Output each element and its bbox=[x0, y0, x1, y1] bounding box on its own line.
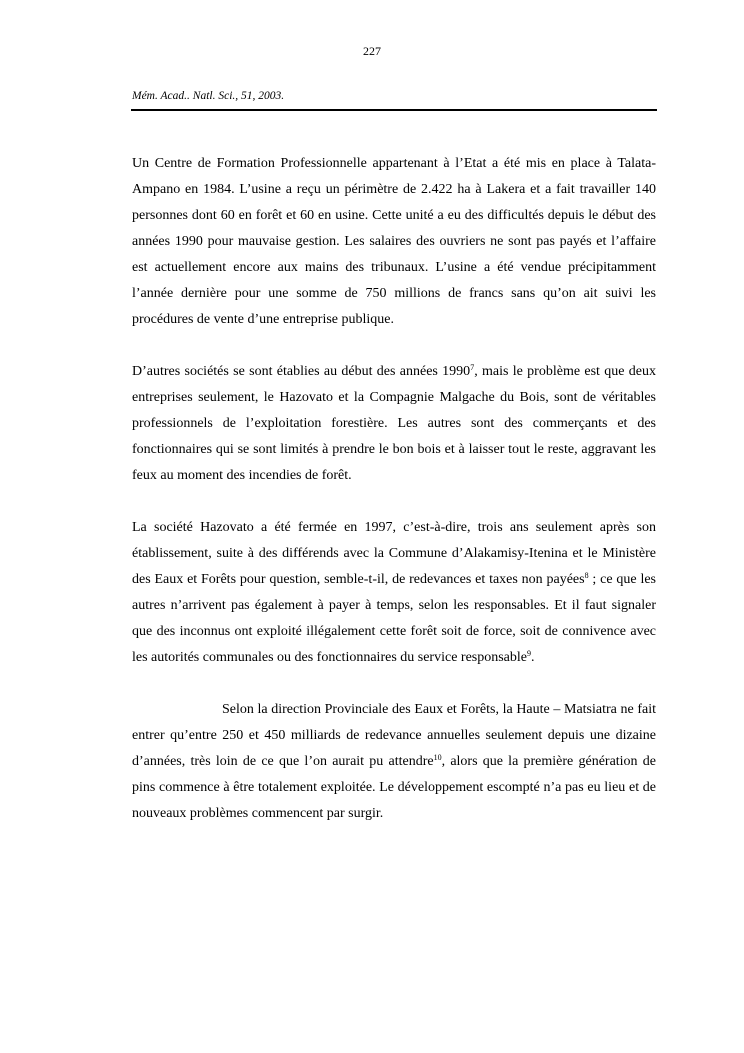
paragraph-text: , mais le problème est que deux entreprises seulement, le Hazovato et la Compagnie Malgache du Bois, sont de véritables professionnels de l’exploitation forestière. Les autres sont des commerçants et des fonctionnaires qui se sont limités à prendre le bon bois et à laisser tout le reste, aggravant les feux au moment des incendies de forêt. bbox=[132, 364, 656, 483]
paragraph-text: , alors que la première génération de pins commence à être totalement exploitée. Le développement escompté n’a pas eu lieu et de nouveaux problèmes commencent par surgir. bbox=[132, 754, 656, 821]
paragraph-2 bbox=[132, 359, 656, 489]
paragraph-text: ; ce que les autres n’arrivent pas également à payer à temps, selon les responsables. Et il faut signaler que des inconnus ont exploité illégalement cette forêt soit de force, soit de connivence avec les autorités communales ou des fonctionnaires du service responsable bbox=[132, 572, 656, 665]
paragraph-text: D’autres sociétés se sont établies au début des années 1990 bbox=[132, 364, 471, 379]
paragraph-text: Selon la direction Provinciale des Eaux et Forêts, la Haute – Matsiatra ne fait entrer qu’entre 250 et 450 milliards de redevance annuelles seulement depuis une dizaine d’années, très loin de ce que l’on aurait pu attendre bbox=[132, 702, 656, 769]
paragraph-4 bbox=[132, 697, 656, 827]
footnote-ref-10: 10 bbox=[433, 753, 442, 762]
header-rule bbox=[131, 109, 657, 111]
paragraph-text: Un Centre de Formation Professionnelle appartenant à l’Etat a été mis en place à Talata-Ampano en 1984. L’usine a reçu un périmètre de 2.422 ha à Lakera et a fait travailler 140 personnes dont 60 en forêt et 60 en usine. Cette unité a eu des difficultés depuis le début des années 1990 pour mauvaise gestion. Les salaires des ouvriers ne sont pas payés et l’affaire est actuellement encore aux mains des tribunaux. L’usine a été vendue précipitamment l’année dernière pour une somme de 750 millions de francs sans qu’on ait suivi les procédures de vente d’une entreprise publique. bbox=[132, 156, 656, 327]
paragraph-text: . bbox=[531, 650, 535, 665]
paragraph-3 bbox=[132, 515, 656, 671]
footnote-ref-7: 7 bbox=[470, 363, 475, 372]
footnote-ref-9: 9 bbox=[527, 649, 531, 658]
footnote-ref-8: 8 bbox=[584, 571, 589, 580]
body-text bbox=[132, 151, 656, 853]
paragraph-text: La société Hazovato a été fermée en 1997, c’est-à-dire, trois ans seulement après son établissement, suite à des différends avec la Commune d’Alakamisy-Itenina et le Ministère des Eaux et Forêts pour question, semble-t-il, de redevances et taxes non payées bbox=[132, 520, 656, 587]
journal-reference: Mém. Acad.. Natl. Sci., 51, 2003. bbox=[132, 90, 285, 102]
page-number: 227 bbox=[363, 44, 381, 58]
paragraph-1 bbox=[132, 151, 656, 333]
